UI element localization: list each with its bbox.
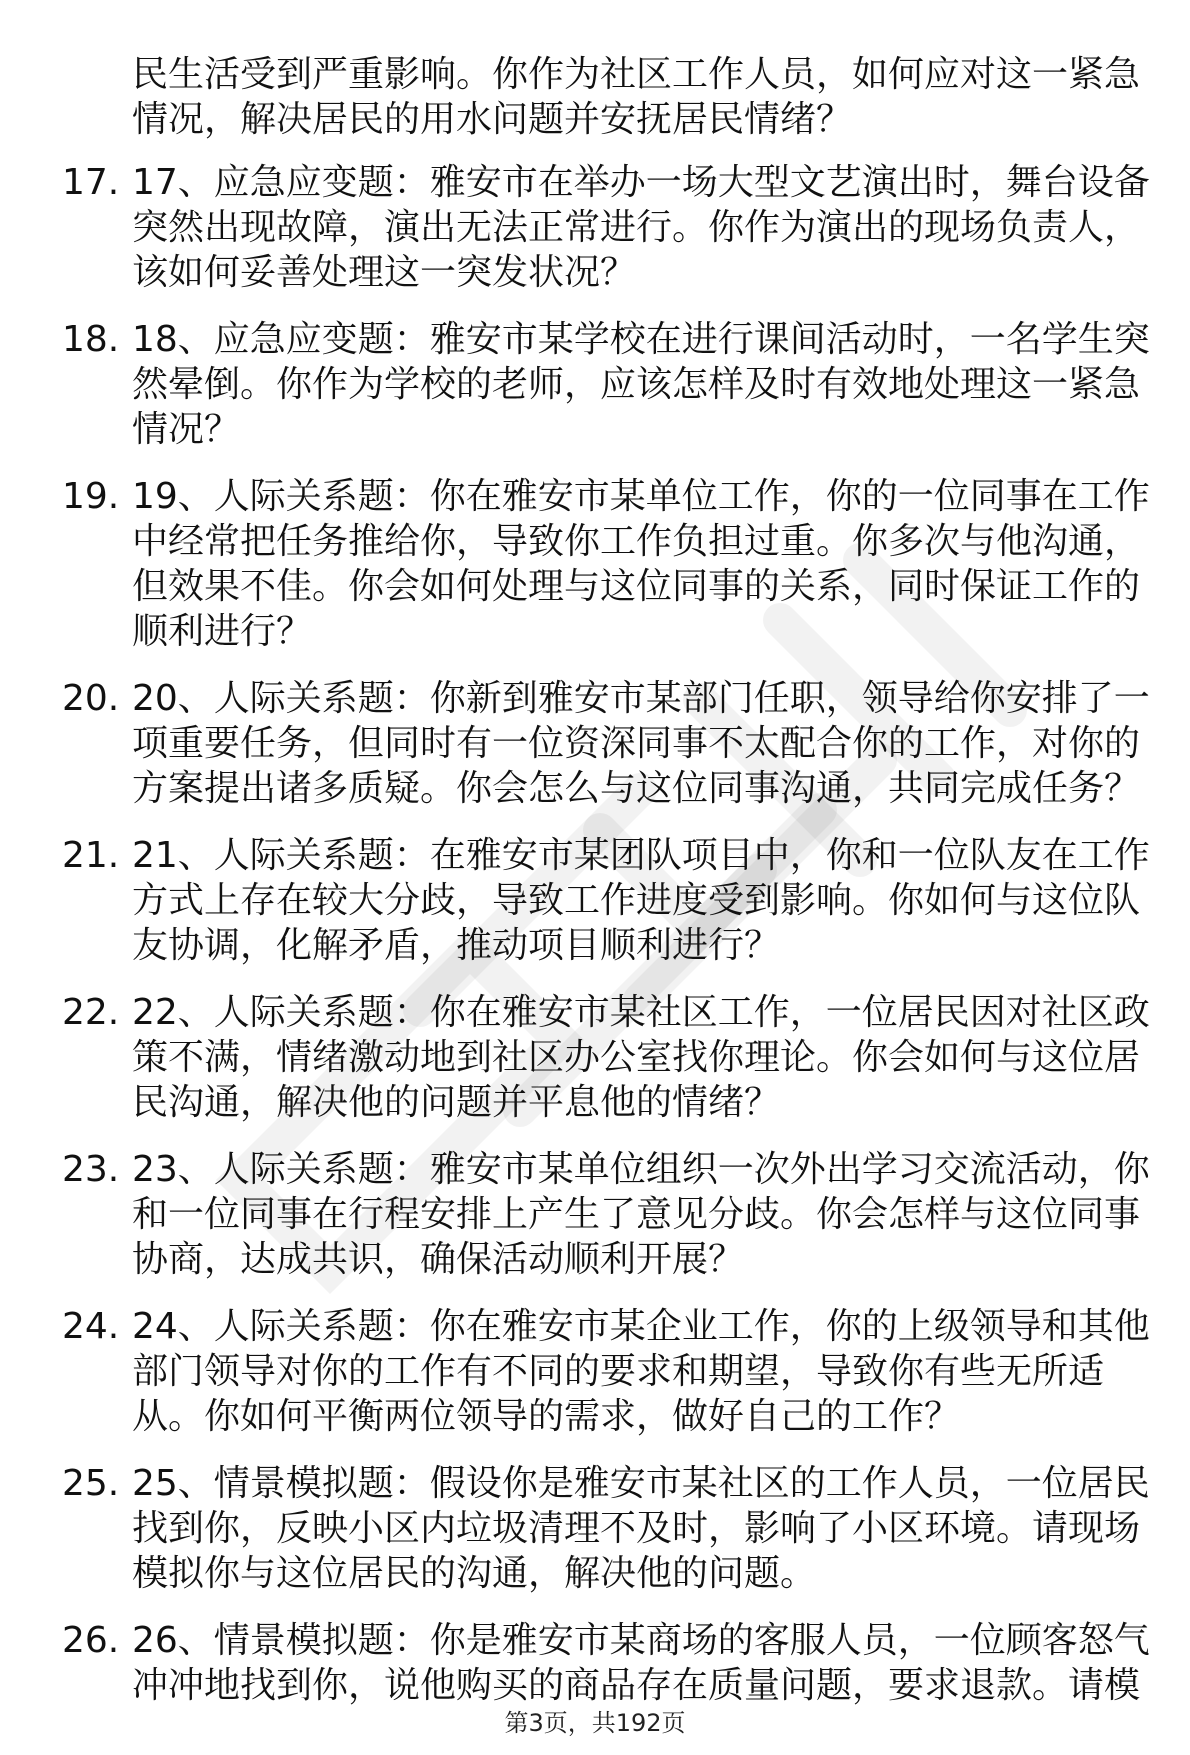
question-text: 17、应急应变题：雅安市在举办一场大型文艺演出时，舞台设备突然出现故障，演出无法正常进行。你作为演出的现场负责人，该如何妥善处理这一突发状况？ [132, 162, 1150, 293]
question-number: 26. [62, 1620, 120, 1661]
continued-question-text: 民生活受到严重影响。你作为社区工作人员，如何应对这一紧急情况，解决居民的用水问题并安抚居民情绪？ [132, 54, 1141, 140]
question-number: 18. [62, 319, 120, 360]
question-item [62, 1618, 1158, 1708]
question-text: 26、情景模拟题：你是雅安市某商场的客服人员，一位顾客怒气冲冲地找到你，说他购买的商品存在质量问题，要求退款。请模 [132, 1620, 1150, 1706]
question-item [62, 833, 1158, 968]
question-item [62, 1461, 1158, 1596]
question-text: 25、情景模拟题：假设你是雅安市某社区的工作人员，一位居民找到你，反映小区内垃圾清理不及时，影响了小区环境。请现场模拟你与这位居民的沟通，解决他的问题。 [132, 1463, 1150, 1594]
question-text: 24、人际关系题：你在雅安市某企业工作，你的上级领导和其他部门领导对你的工作有不同的要求和期望，导致你有些无所适从。你如何平衡两位领导的需求，做好自己的工作？ [132, 1306, 1150, 1437]
question-text: 23、人际关系题：雅安市某单位组织一次外出学习交流活动，你和一位同事在行程安排上产生了意见分歧。你会怎样与这位同事协商，达成共识，确保活动顺利开展？ [132, 1149, 1150, 1280]
question-item [62, 474, 1158, 654]
question-text: 21、人际关系题：在雅安市某团队项目中，你和一位队友在工作方式上存在较大分歧，导致工作进度受到影响。你如何与这位队友协调，化解矛盾，推动项目顺利进行？ [132, 835, 1150, 966]
page-footer: 第3页，共192页 [504, 1709, 686, 1737]
question-item [62, 990, 1158, 1125]
question-item [62, 1147, 1158, 1282]
document-body [62, 52, 1158, 1730]
question-number: 21. [62, 835, 120, 876]
question-list [62, 160, 1158, 1708]
question-number: 22. [62, 992, 120, 1033]
question-number: 19. [62, 476, 120, 517]
question-number: 20. [62, 678, 120, 719]
question-number: 23. [62, 1149, 120, 1190]
question-text: 19、人际关系题：你在雅安市某单位工作，你的一位同事在工作中经常把任务推给你，导致你工作负担过重。你多次与他沟通，但效果不佳。你会如何处理与这位同事的关系，同时保证工作的顺利进行？ [132, 476, 1150, 652]
question-text: 18、应急应变题：雅安市某学校在进行课间活动时，一名学生突然晕倒。你作为学校的老师，应该怎样及时有效地处理这一紧急情况？ [132, 319, 1150, 450]
question-item [62, 676, 1158, 811]
question-number: 25. [62, 1463, 120, 1504]
question-number: 24. [62, 1306, 120, 1347]
question-text: 20、人际关系题：你新到雅安市某部门任职，领导给你安排了一项重要任务，但同时有一位资深同事不太配合你的工作，对你的方案提出诸多质疑。你会怎么与这位同事沟通，共同完成任务？ [132, 678, 1150, 809]
question-text: 22、人际关系题：你在雅安市某社区工作，一位居民因对社区政策不满，情绪激动地到社区办公室找你理论。你会如何与这位居民沟通，解决他的问题并平息他的情绪？ [132, 992, 1150, 1123]
question-item [62, 317, 1158, 452]
question-item [62, 1304, 1158, 1439]
question-item [62, 160, 1158, 295]
question-number: 17. [62, 162, 120, 203]
